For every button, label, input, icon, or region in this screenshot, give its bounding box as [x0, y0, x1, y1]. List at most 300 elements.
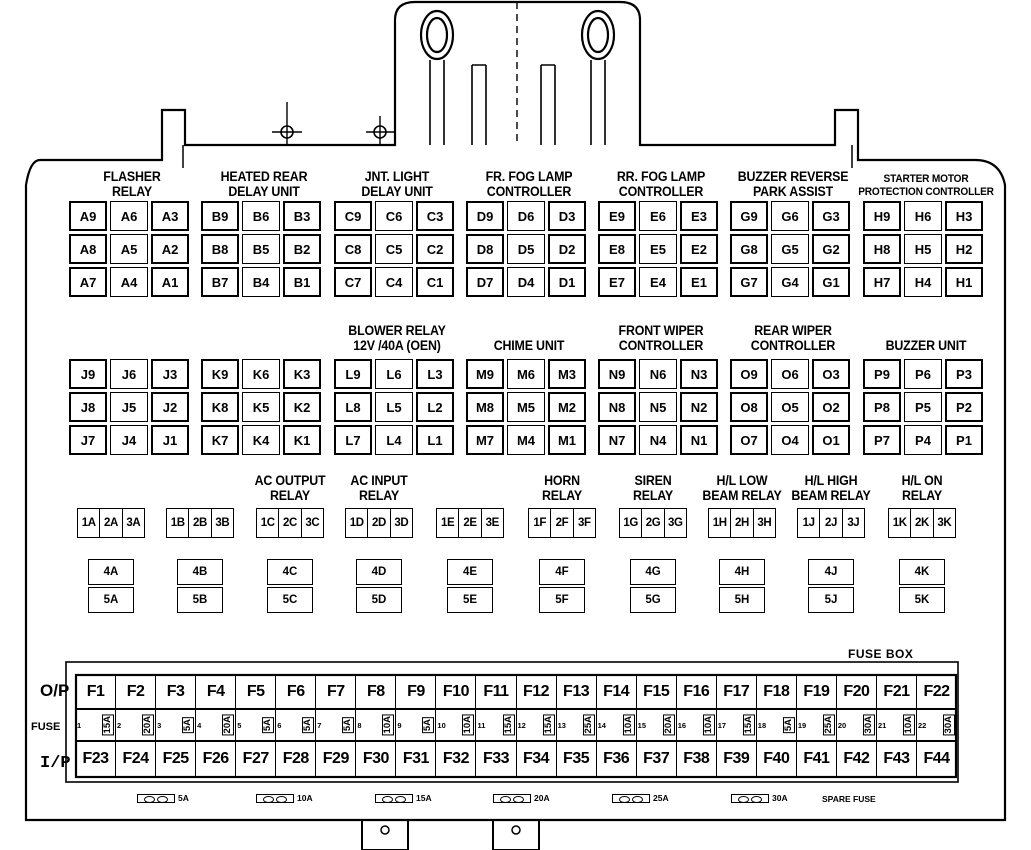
relay-terminal: 4G	[630, 559, 676, 585]
fuse-cell: F6	[276, 675, 316, 709]
relay-terminal: H2	[945, 234, 983, 264]
spare-fuse-icon	[612, 794, 650, 803]
relay-terminal: 1G	[620, 509, 642, 537]
relay-terminal: A2	[151, 234, 189, 264]
relay-terminal: 5H	[719, 587, 765, 613]
relay-terminal: D7	[466, 267, 504, 297]
fuse-cell: F1	[76, 675, 116, 709]
relay-terminal: 1H	[709, 509, 731, 537]
output-fuse-row	[76, 675, 956, 709]
fuse-slot-number: 16	[677, 720, 687, 730]
fuse-cell: F17	[717, 675, 757, 709]
relay-terminal: O3	[812, 359, 850, 389]
fuse-slot	[837, 709, 877, 741]
relay-terminal: 3F	[578, 517, 591, 529]
spare-fuse-rating: 25A	[653, 793, 669, 803]
fuse-slot	[436, 709, 476, 741]
fuse-slot	[116, 709, 156, 741]
fuse-cell: F5	[236, 675, 276, 709]
fuse-cell: F2	[116, 675, 156, 709]
fuse-slot-number: 14	[597, 720, 606, 730]
relay-terminal: 5B	[177, 587, 223, 613]
fuse-cell: F13	[557, 675, 597, 709]
relay-terminal: 1B	[167, 509, 189, 537]
fuse-cell: F27	[236, 741, 276, 777]
small-relay-socket-r-b	[166, 508, 234, 608]
relay-terminal: A5	[110, 234, 148, 264]
relay-terminal: E5	[639, 234, 677, 264]
relay-terminal: J2	[151, 392, 189, 422]
relay-terminal: H1	[945, 267, 983, 297]
fuse-slot-number: 8	[357, 720, 362, 730]
fuse-amperage: 5A	[342, 718, 354, 732]
relay-terminal: K9	[201, 359, 239, 389]
relay-terminal: B2	[283, 234, 321, 264]
fuse-slot	[156, 709, 196, 741]
fuse-slot-number: 21	[877, 720, 887, 730]
relay-terminal: G6	[771, 201, 809, 231]
fuse-cell: F14	[597, 675, 637, 709]
spare-fuse-slot	[375, 793, 432, 803]
spare-fuse-rating: 5A	[178, 793, 189, 803]
fuse-slot-number: 4	[197, 720, 202, 730]
relay-terminal: 1E	[437, 509, 459, 537]
relay-socket-chime	[466, 359, 592, 455]
spare-fuse-rating: 20A	[534, 793, 550, 803]
relay-terminal: M7	[466, 425, 504, 455]
relay-terminal: G3	[812, 201, 850, 231]
relay-terminal: N5	[639, 392, 677, 422]
fuse-cell: F38	[677, 741, 717, 777]
relay-terminal: A8	[69, 234, 107, 264]
spare-fuse-rating: 15A	[416, 793, 432, 803]
relay-terminal: D8	[466, 234, 504, 264]
relay-terminal: C4	[375, 267, 413, 297]
fuse-amperage: 15A	[102, 716, 114, 734]
fuse-cell: F34	[517, 741, 557, 777]
fuse-slot-number: 17	[717, 720, 727, 730]
fuse-amperage: 5A	[302, 718, 314, 732]
fuse-cell: F19	[797, 675, 837, 709]
fuse-amperage: 5A	[782, 718, 794, 732]
relay-terminal: G8	[730, 234, 768, 264]
relay-label-line: STARTER MOTOR	[883, 173, 969, 185]
relay-terminal: O8	[730, 392, 768, 422]
relay-terminal: 3B	[215, 517, 230, 529]
relay-label-line: CONTROLLER	[618, 338, 704, 353]
fuse-amperage: 10A	[902, 716, 914, 734]
relay-terminal: 1F	[529, 509, 551, 537]
fuse-slot-number: 13	[557, 720, 566, 730]
relay-terminal: D4	[507, 267, 545, 297]
relay-label-line: JNT. LIGHT	[364, 169, 430, 184]
fuse-cell: F36	[597, 741, 637, 777]
relay-terminal: M2	[548, 392, 586, 422]
fuse-slot-number: 12	[517, 720, 526, 730]
relay-terminal: E8	[598, 234, 636, 264]
relay-terminal-row	[436, 508, 504, 538]
fuse-amperage: 25A	[822, 716, 834, 734]
relay-terminal-row	[708, 508, 776, 538]
fuse-cell: F29	[316, 741, 356, 777]
fuse-cell: F10	[436, 675, 476, 709]
relay-label-line: BLOWER RELAY	[348, 323, 446, 338]
relay-socket-int-light	[334, 201, 460, 297]
relay-label-line: H/L HIGH	[804, 473, 858, 488]
relay-terminal: C9	[334, 201, 372, 231]
relay-terminal: 5F	[539, 587, 585, 613]
relay-terminal: 4F	[539, 559, 585, 585]
relay-label-line: 12V /40A (OEN)	[353, 338, 441, 353]
relay-label-line: AC INPUT	[350, 473, 408, 488]
relay-terminal: N7	[598, 425, 636, 455]
relay-terminal: A1	[151, 267, 189, 297]
relay-socket-j-relay	[69, 359, 195, 455]
relay-terminal: A4	[110, 267, 148, 297]
relay-terminal: G9	[730, 201, 768, 231]
relay-label-line: RELAY	[358, 488, 400, 503]
relay-terminal: J6	[110, 359, 148, 389]
relay-terminal: J7	[69, 425, 107, 455]
fuse-amperage: 5A	[422, 718, 434, 732]
fuse-slot-number: 1	[77, 720, 82, 730]
fuse-amperage: 30A	[862, 716, 874, 734]
relay-terminal: P5	[904, 392, 942, 422]
relay-label-line: RELAY	[269, 488, 311, 503]
relay-terminal: H5	[904, 234, 942, 264]
relay-terminal-row	[528, 508, 596, 538]
relay-terminal: P8	[863, 392, 901, 422]
fuse-slot	[757, 709, 797, 741]
small-relay-socket-ac-output	[256, 508, 324, 608]
relay-terminal: 5G	[630, 587, 676, 613]
relay-terminal: M3	[548, 359, 586, 389]
fuse-amperage: 15A	[542, 716, 554, 734]
relay-label-line: FLASHER	[103, 169, 161, 184]
relay-terminal: 1D	[346, 509, 368, 537]
fuse-cell: F15	[637, 675, 677, 709]
relay-terminal: 3H	[757, 517, 772, 529]
relay-terminal: E6	[639, 201, 677, 231]
spare-fuse-icon	[493, 794, 531, 803]
relay-terminal: 3E	[485, 517, 499, 529]
relay-terminal: B9	[201, 201, 239, 231]
fuse-slot	[236, 709, 276, 741]
relay-label-line: PROTECTION CONTROLLER	[858, 186, 994, 198]
relay-terminal: K4	[242, 425, 280, 455]
relay-terminal: L3	[416, 359, 454, 389]
small-relay-socket-r-e	[436, 508, 504, 608]
relay-label-line: HEATED REAR	[220, 169, 308, 184]
relay-terminal: N9	[598, 359, 636, 389]
relay-terminal: 1A	[78, 509, 100, 537]
fuse-cell: F20	[837, 675, 877, 709]
relay-label-line: PARK ASSIST	[752, 184, 834, 199]
fuse-cell: F31	[396, 741, 436, 777]
fuse-amperage: 10A	[382, 716, 394, 734]
relay-terminal: B6	[242, 201, 280, 231]
relay-terminal: 3C	[305, 517, 320, 529]
relay-terminal: 3J	[847, 517, 860, 529]
fuse-cell: F33	[476, 741, 516, 777]
relay-label-buzzer-unit	[843, 338, 1009, 353]
fuse-cell: F35	[557, 741, 597, 777]
relay-terminal: 2E	[459, 509, 481, 537]
relay-terminal: 2A	[100, 509, 122, 537]
relay-terminal: N6	[639, 359, 677, 389]
relay-terminal: N1	[680, 425, 718, 455]
relay-terminal: 4K	[899, 559, 945, 585]
fuse-cell: F25	[156, 741, 196, 777]
relay-socket-starter-motor	[863, 201, 989, 297]
fuse-cell: F32	[436, 741, 476, 777]
fuse-amperage: 10A	[702, 716, 714, 734]
relay-terminal: 5C	[267, 587, 313, 613]
relay-terminal: 4H	[719, 559, 765, 585]
fuse-slot	[276, 709, 316, 741]
fuse-amperage: 20A	[142, 716, 154, 734]
fuse-slot-number: 3	[157, 720, 162, 730]
relay-terminal: J9	[69, 359, 107, 389]
relay-socket-heated-rear	[201, 201, 327, 297]
relay-terminal: P4	[904, 425, 942, 455]
relay-socket-buzzer-reverse	[730, 201, 856, 297]
fuse-slot	[517, 709, 557, 741]
relay-terminal: O5	[771, 392, 809, 422]
relay-socket-fr-fog	[466, 201, 592, 297]
relay-terminal: 5D	[356, 587, 402, 613]
relay-terminal: L4	[375, 425, 413, 455]
relay-label-line: HORN	[544, 473, 580, 488]
fuse-amperage: 5A	[262, 718, 274, 732]
relay-terminal: B8	[201, 234, 239, 264]
relay-terminal: 2B	[189, 509, 211, 537]
relay-terminal: J1	[151, 425, 189, 455]
fuse-slot	[797, 709, 837, 741]
relay-terminal: A6	[110, 201, 148, 231]
relay-terminal: E1	[680, 267, 718, 297]
relay-terminal: E2	[680, 234, 718, 264]
relay-terminal-row	[619, 508, 687, 538]
relay-terminal: B1	[283, 267, 321, 297]
relay-terminal: H6	[904, 201, 942, 231]
relay-terminal: P1	[945, 425, 983, 455]
relay-terminal: 2D	[368, 509, 390, 537]
relay-terminal: 4A	[88, 559, 134, 585]
relay-socket-front-wiper	[598, 359, 724, 455]
relay-label-line: CONTROLLER	[618, 184, 704, 199]
relay-terminal: L8	[334, 392, 372, 422]
spare-fuse-icon	[375, 794, 413, 803]
relay-label-line: RR. FOG LAMP	[616, 169, 706, 184]
fuse-amperage: 30A	[943, 716, 955, 734]
relay-terminal: G4	[771, 267, 809, 297]
fuse-slot-row	[76, 709, 956, 741]
relay-terminal-row	[77, 508, 145, 538]
small-relay-socket-siren	[619, 508, 687, 608]
spare-fuse-slot	[137, 793, 189, 803]
relay-terminal: H4	[904, 267, 942, 297]
relay-label-line: FRONT WIPER	[618, 323, 704, 338]
relay-socket-k-relay	[201, 359, 327, 455]
relay-label-line: BEAM RELAY	[791, 488, 871, 503]
relay-terminal: A7	[69, 267, 107, 297]
relay-terminal: D2	[548, 234, 586, 264]
relay-terminal: 5K	[899, 587, 945, 613]
relay-terminal: 3D	[394, 517, 409, 529]
fuse-cell: F22	[923, 683, 950, 700]
spare-fuse-slot	[493, 793, 550, 803]
fuse-slot	[396, 709, 436, 741]
small-relay-socket-r-a	[77, 508, 145, 608]
fuse-slot-number: 15	[637, 720, 646, 730]
fuse-cell: F44	[923, 750, 950, 767]
relay-terminal: L7	[334, 425, 372, 455]
relay-terminal-row	[797, 508, 865, 538]
relay-terminal: 4D	[356, 559, 402, 585]
spare-fuse-rating: 30A	[772, 793, 788, 803]
relay-label-line: H/L ON	[901, 473, 943, 488]
relay-label-line: H/L LOW	[716, 473, 768, 488]
fuse-label: FUSE	[31, 721, 61, 733]
relay-terminal: 2H	[731, 509, 753, 537]
fuse-cell: F37	[637, 741, 677, 777]
fuse-amperage: 25A	[582, 716, 594, 734]
relay-label-line: FR. FOG LAMP	[485, 169, 573, 184]
fuse-cell: F23	[76, 741, 116, 777]
relay-terminal-row	[166, 508, 234, 538]
relay-terminal: 1C	[257, 509, 279, 537]
fuse-cell: F21	[877, 675, 917, 709]
relay-terminal-row	[888, 508, 956, 538]
spare-fuse-icon	[137, 794, 175, 803]
fuse-cell: F26	[196, 741, 236, 777]
relay-terminal: P3	[945, 359, 983, 389]
relay-terminal: E9	[598, 201, 636, 231]
relay-terminal: O4	[771, 425, 809, 455]
fuse-cell: F4	[196, 675, 236, 709]
relay-terminal: N8	[598, 392, 636, 422]
fuse-cell: F42	[837, 741, 877, 777]
fuse-slot-number: 20	[837, 720, 847, 730]
fuse-cell: F40	[757, 741, 797, 777]
relay-terminal: H7	[863, 267, 901, 297]
fuse-slot	[76, 709, 116, 741]
relay-terminal: 5J	[808, 587, 854, 613]
relay-terminal: K3	[283, 359, 321, 389]
fuse-box-title: FUSE BOX	[848, 647, 914, 661]
relay-label-line: CHIME UNIT	[493, 338, 565, 353]
relay-label-line: SIREN	[634, 473, 672, 488]
relay-terminal: 2C	[279, 509, 301, 537]
relay-terminal: D9	[466, 201, 504, 231]
fuse-cell: F11	[476, 675, 516, 709]
relay-terminal: J4	[110, 425, 148, 455]
relay-terminal: M8	[466, 392, 504, 422]
relay-terminal: M4	[507, 425, 545, 455]
relay-terminal: G2	[812, 234, 850, 264]
relay-terminal: 3K	[937, 517, 952, 529]
fuse-amperage: 15A	[502, 716, 514, 734]
fuse-slot-number: 5	[237, 720, 242, 730]
relay-terminal: E7	[598, 267, 636, 297]
relay-terminal: P2	[945, 392, 983, 422]
relay-label-line: DELAY UNIT	[228, 184, 300, 199]
fuse-slot	[917, 709, 956, 741]
relay-terminal: 4J	[808, 559, 854, 585]
fuse-amperage: 5A	[182, 718, 194, 732]
relay-terminal: E4	[639, 267, 677, 297]
fuse-amperage: 20A	[662, 716, 674, 734]
fuse-slot	[637, 709, 677, 741]
relay-terminal: H3	[945, 201, 983, 231]
fuse-slot-number: 6	[277, 720, 282, 730]
fuse-cell: F24	[116, 741, 156, 777]
fuse-slot	[476, 709, 516, 741]
relay-label-hl-on	[839, 473, 1005, 503]
fuse-slot-number: 19	[797, 720, 807, 730]
relay-label-line: RELAY	[901, 488, 943, 503]
fuse-slot	[597, 709, 637, 741]
fuse-slot-number: 7	[317, 720, 322, 730]
relay-terminal: D3	[548, 201, 586, 231]
relay-terminal: M1	[548, 425, 586, 455]
fuse-cell: F16	[677, 675, 717, 709]
fuse-slot	[316, 709, 356, 741]
relay-terminal: L9	[334, 359, 372, 389]
relay-label-line: BEAM RELAY	[702, 488, 782, 503]
fuse-cell: F3	[156, 675, 196, 709]
relay-label-line: CONTROLLER	[750, 338, 836, 353]
relay-terminal: J5	[110, 392, 148, 422]
fuse-cell: F12	[517, 675, 557, 709]
relay-terminal: P6	[904, 359, 942, 389]
relay-terminal: G1	[812, 267, 850, 297]
relay-terminal: 3G	[668, 517, 683, 529]
fuse-cell: F41	[797, 741, 837, 777]
relay-label-starter-motor	[843, 173, 1009, 199]
relay-socket-rear-wiper	[730, 359, 856, 455]
relay-terminal: B3	[283, 201, 321, 231]
relay-terminal-row	[345, 508, 413, 538]
relay-terminal: B5	[242, 234, 280, 264]
relay-label-line: RELAY	[541, 488, 583, 503]
relay-label-line: BUZZER UNIT	[885, 338, 967, 353]
fuse-amperage: 15A	[742, 716, 754, 734]
relay-terminal: E3	[680, 201, 718, 231]
small-relay-socket-ac-input	[345, 508, 413, 608]
relay-terminal: A3	[151, 201, 189, 231]
relay-terminal: K1	[283, 425, 321, 455]
relay-terminal: G7	[730, 267, 768, 297]
spare-fuse-rating: 10A	[297, 793, 313, 803]
relay-terminal: K8	[201, 392, 239, 422]
relay-terminal: A9	[69, 201, 107, 231]
spare-fuse-slot	[256, 793, 313, 803]
relay-terminal: J8	[69, 392, 107, 422]
relay-socket-flasher	[69, 201, 195, 297]
relay-terminal: 2F	[551, 509, 573, 537]
small-relay-socket-hl-on	[888, 508, 956, 608]
ip-label: I/P	[40, 754, 71, 773]
fuse-slot	[196, 709, 236, 741]
relay-terminal: O6	[771, 359, 809, 389]
spare-fuse-label: SPARE FUSE	[822, 794, 876, 804]
input-fuse-row	[76, 741, 956, 777]
spare-fuse-slot	[612, 793, 669, 803]
relay-terminal: C2	[416, 234, 454, 264]
relay-terminal: C5	[375, 234, 413, 264]
